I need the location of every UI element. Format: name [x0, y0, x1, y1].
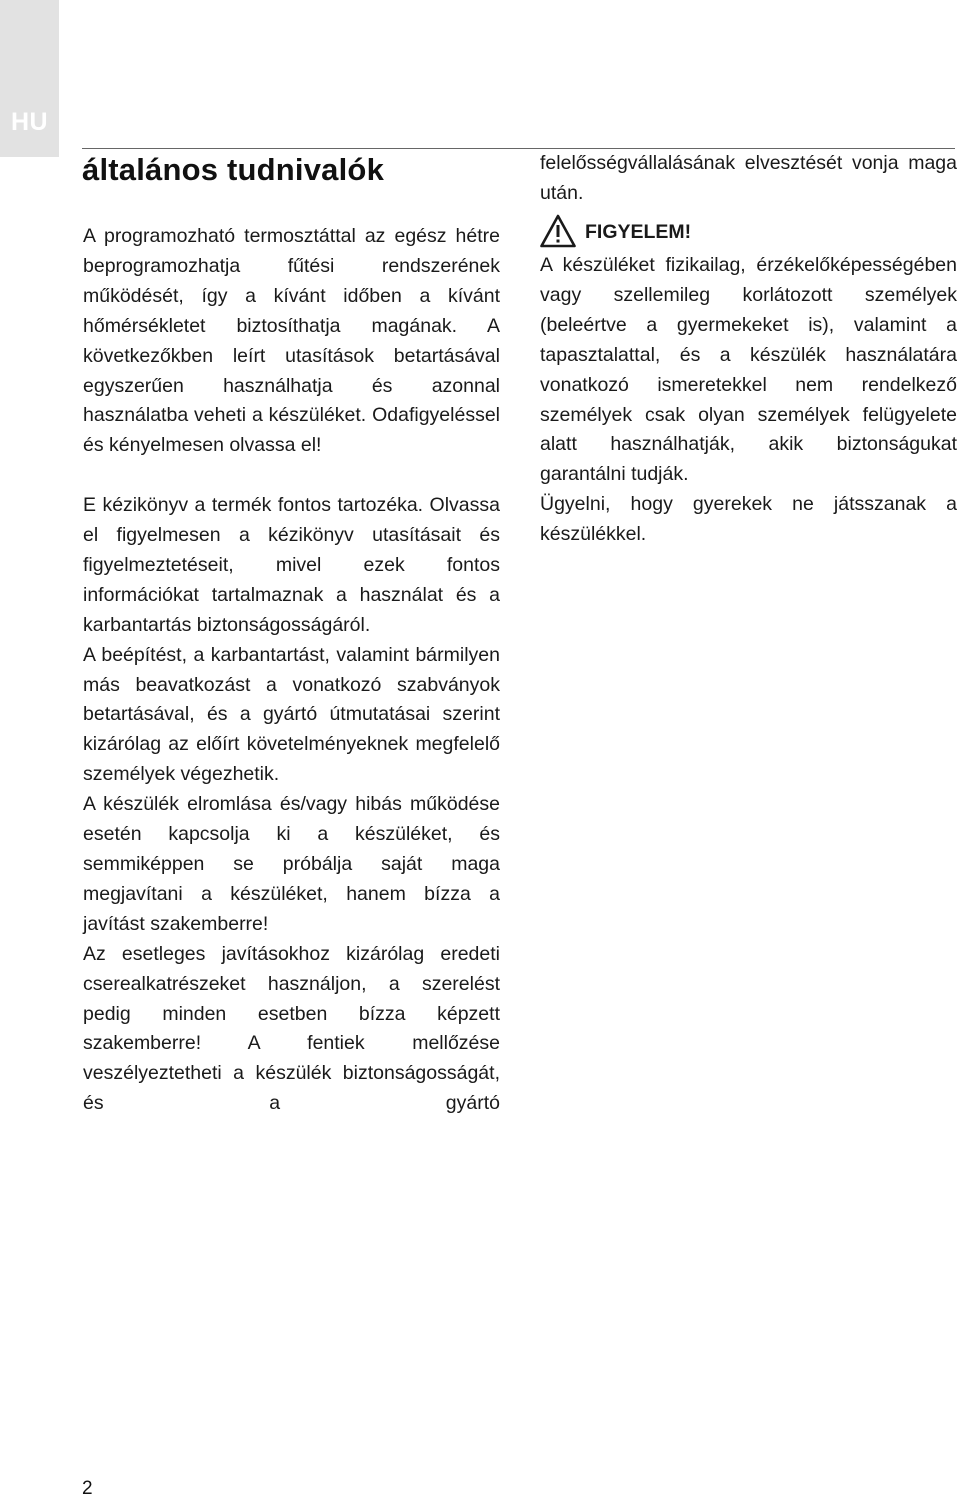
warning-block: [540, 251, 957, 550]
malfunction-paragraph: A készülék elromlása és/vagy hibás működése esetén kapcsolja ki a készüléket, és semmiképpen se próbálja saját maga megjavítani a készüléket, hanem bízza a javítást szakemberre!: [83, 793, 500, 935]
manual-importance-paragraph: E kézikönyv a termék fontos tartozéka. Olvassa el figyelmesen a kézikönyv utasításait és figyelmeztetéseit, mivel ezek fontos információkat tartalmaznak a használat és a karbantartás biztonságosságáról.: [83, 494, 500, 636]
intro-block: [83, 222, 500, 1119]
warning-paragraph: A készüléket fizikailag, érzékelőképességében vagy szellemileg korlátozott személyek (beleértve a gyermekeket is), valamint a tapasztalattal, és a készülék használatára vonatkozó ismeretekkel nem rendelkező személyek csak olyan személyek felügyelete alatt használhatják, akik biztonságukat garantálni tudják.: [540, 254, 957, 486]
warning-label: FIGYELEM!: [585, 221, 692, 244]
language-tab: [0, 0, 59, 157]
intro-paragraph: A programozható termosztáttal az egész hétre beprogramozhatja fűtési rendszerének működését, így a kívánt időben a kívánt hőmérsékletet biztosíthatja magának. A következőkben leírt utasítások betartásával egyszerűen használhatja és azonnal használatba veheti a készüléket. Odafigyeléssel és kényelmesen olvassa el!: [83, 225, 500, 457]
spare-parts-paragraph: Az esetleges javításokhoz kizárólag eredeti cserealkatrészeket használjon, a szerelést pedig minden esetben bízza képzett szakemberre! A fentiek mellőzése veszélyeztetheti a készülék biztonságosságát, és a gyártó: [83, 942, 500, 1115]
installation-paragraph: A beépítést, a karbantartást, valamint bármilyen más beavatkozást a vonatkozó szabványok betartásával, és a gyártó útmutatásai szerint kizárólag az előírt követelményeknek megfelelő személyek végezhetik.: [83, 643, 500, 786]
continuation-block: [540, 149, 957, 209]
page-title: általános tudnivalók: [82, 152, 385, 187]
continuation-paragraph: felelősségvállalásának elvesztését vonja maga után.: [540, 152, 957, 204]
language-code: HU: [10, 108, 49, 136]
children-paragraph: Ügyelni, hogy gyerekek ne játsszanak a készülékkel.: [540, 493, 957, 546]
page-number: 2: [82, 1478, 93, 1499]
warning-heading: [540, 212, 691, 248]
warning-triangle-icon: [540, 214, 576, 248]
